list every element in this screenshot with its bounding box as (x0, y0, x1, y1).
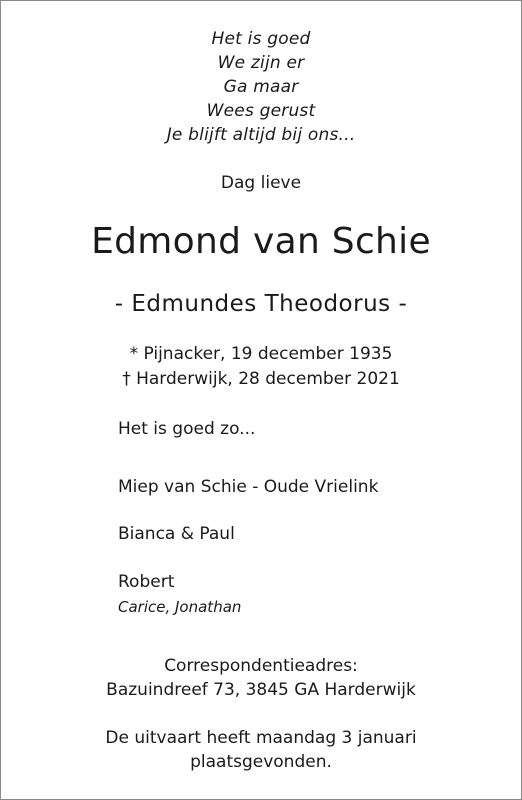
poem-line: Wees gerust (206, 101, 316, 121)
deceased-full-name: - Edmundes Theodorus - (114, 291, 408, 317)
poem-line: Ga maar (223, 77, 299, 97)
deceased-name: Edmond van Schie (91, 221, 431, 262)
family-member: Miep van Schie - Oude Vrielink (118, 477, 379, 497)
poem-line: Het is goed (211, 29, 311, 49)
correspondence-label: Correspondentieadres: (164, 656, 358, 676)
grandchildren: Carice, Jonathan (118, 598, 242, 616)
family-member: Bianca & Paul (118, 524, 235, 544)
closing-line: Het is goed zo... (118, 419, 256, 439)
funeral-notice: De uitvaart heeft maandag 3 januari (105, 728, 417, 748)
correspondence-address: Bazuindreef 73, 3845 GA Harderwijk (106, 680, 416, 700)
poem-line: We zijn er (217, 53, 305, 73)
family-member: Robert (118, 572, 175, 592)
funeral-notice: plaatsgevonden. (190, 752, 332, 772)
greeting: Dag lieve (220, 173, 302, 193)
death-date: † Harderwijk, 28 december 2021 (122, 369, 400, 389)
birth-date: * Pijnacker, 19 december 1935 (129, 344, 393, 364)
poem-line: Je blijft altijd bij ons... (166, 125, 356, 145)
